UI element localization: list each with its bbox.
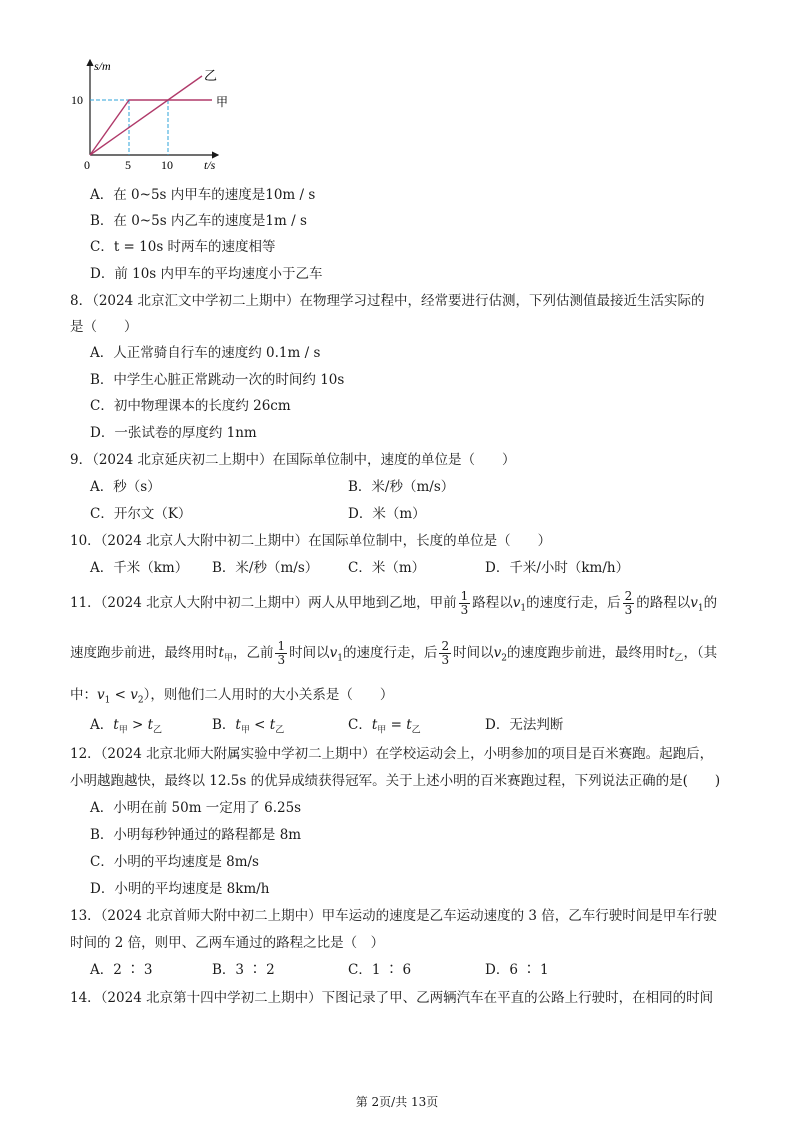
q8-option-c: C．初中物理课本的长度约 26cm: [90, 398, 291, 414]
q13-option-b: B．3 ∶ 2: [212, 962, 275, 978]
q9-option-a: A．秒（s）: [90, 479, 161, 495]
page-footer: 第 2页/共 13页: [355, 1095, 439, 1109]
q12-option-a: A．小明在前 50m 一定用了 6.25s: [90, 800, 302, 816]
q13-option-c: C．1 ∶ 6: [348, 962, 412, 978]
q11-line3: 中：$v_1 < v_2$），则他们二人用时的大小关系是（ ）: [70, 687, 394, 706]
q9-stem: 9．（2024 北京延庆初二上期中）在国际单位制中，速度的单位是（ ）: [70, 452, 516, 468]
line-yi: [90, 76, 202, 155]
q8-option-b: B．中学生心脏正常跳动一次的时间约 10s: [90, 372, 345, 388]
q8-option-d: D．一张试卷的厚度约 1nm: [90, 425, 257, 441]
q8-stem-line2: 是（ ）: [70, 319, 138, 335]
q8-stem-line1: 8．（2024 北京汇文中学初二上期中）在物理学习过程中，经常要进行估测，下列估测值最接近生活实际的: [70, 293, 705, 309]
q12-option-d: D．小明的平均速度是 8km/h: [90, 881, 270, 897]
q7-option-c: C．t = 10s 时两车的速度相等: [90, 239, 276, 255]
line-jia: [90, 100, 212, 155]
q12-stem-line1: 12．（2024 北京北师大附属实验中学初二上期中）在学校运动会上，小明参加的项目是百米赛跑。起跑后，: [70, 746, 714, 762]
q11-option-d: D．无法判断: [485, 717, 564, 733]
x-tick-5: 5: [125, 158, 131, 172]
q10-option-a: A．千米（km）: [90, 560, 189, 576]
q14-stem-line1: 14．（2024 北京第十四中学初二上期中）下图记录了甲、乙两辆汽车在平直的公路上行驶时，在相同的时间: [70, 990, 714, 1006]
q7-option-d: D．前 10s 内甲车的平均速度小于乙车: [90, 266, 323, 282]
y-axis-label: s/m: [94, 59, 111, 73]
q11-option-b: B．$t_甲 < t_乙$: [212, 717, 285, 736]
q11-line1: 11．（2024 北京人大附中初二上期中）两人从甲地到乙地，甲前 $\frac{1}{3}$ 路程以$v_1$的速度行走，后 $\frac{2}{3}$ 的路程以$v_1$的: [70, 589, 718, 617]
q13-option-a: A．2 ∶ 3: [90, 962, 153, 978]
q11-line2: 速度跑步前进，最终用时$t_甲$，乙前 $\frac{1}{3}$ 时间以$v_1$的速度行走，后 $\frac{2}{3}$ 时间以$v_2$的速度跑步前进，最终用时$t_乙$，（其: [70, 639, 718, 667]
q9-option-b: B．米/秒（m/s）: [348, 479, 455, 495]
q10-option-d: D．千米/小时（km/h）: [485, 560, 630, 576]
q9-option-c: C．开尔文（K）: [90, 506, 192, 522]
q10-option-c: C．米（m）: [348, 560, 426, 576]
x-axis-label: t/s: [204, 158, 216, 172]
q13-stem-line1: 13．（2024 北京首师大附中初二上期中）甲车运动的速度是乙车运动速度的 3 倍，乙车行驶时间是甲车行驶: [70, 908, 717, 924]
q7-option-a: A．在 0~5s 内甲车的速度是10m / s: [90, 187, 316, 203]
q12-stem-line2: 小明越跑越快，最终以 12.5s 的优异成绩获得冠军。关于上述小明的百米赛跑过程，下列说法正确的是( ): [70, 773, 721, 789]
origin-label: 0: [84, 158, 90, 172]
q12-option-c: C．小明的平均速度是 8m/s: [90, 854, 259, 870]
fraction-two-thirds: $\frac{2}{3}$: [624, 589, 633, 617]
fraction-one-third-b: $\frac{1}{3}$: [277, 639, 286, 667]
q8-option-a: A．人正常骑自行车的速度约 0.1m / s: [90, 345, 321, 361]
x-tick-10: 10: [161, 158, 173, 172]
q13-stem-line2: 时间的 2 倍，则甲、乙两车通过的路程之比是（ ）: [70, 935, 385, 951]
q7-option-b: B．在 0~5s 内乙车的速度是1m / s: [90, 213, 307, 229]
q9-option-d: D．米（m）: [348, 506, 426, 522]
fraction-two-thirds-b: $\frac{2}{3}$: [441, 639, 450, 667]
q13-option-d: D．6 ∶ 1: [485, 962, 549, 978]
line-yi-label: 乙: [204, 69, 218, 84]
q10-option-b: B．米/秒（m/s）: [212, 560, 319, 576]
q11-option-a: A．$t_甲 > t_乙$: [90, 717, 163, 736]
line-jia-label: 甲: [216, 95, 229, 109]
s-t-graph: [71, 58, 240, 176]
q10-stem: 10．（2024 北京人大附中初二上期中）在国际单位制中，长度的单位是（ ）: [70, 533, 552, 549]
fraction-one-third: $\frac{1}{3}$: [460, 589, 469, 617]
q11-option-c: C．$t_甲 = t_乙$: [348, 717, 421, 736]
y-tick-10: 10: [71, 93, 83, 107]
q12-option-b: B．小明每秒钟通过的路程都是 8m: [90, 827, 302, 843]
